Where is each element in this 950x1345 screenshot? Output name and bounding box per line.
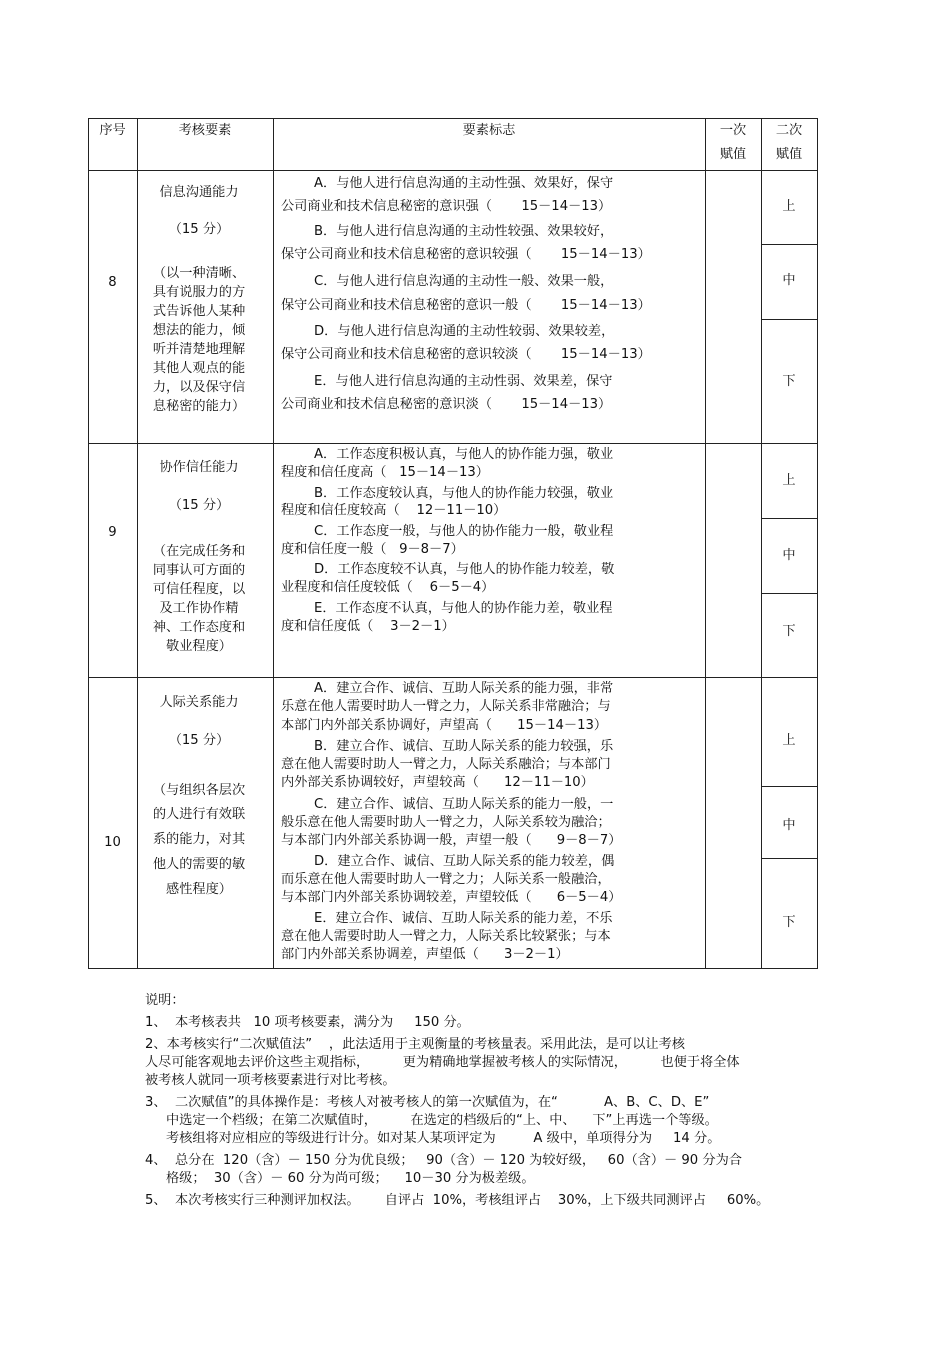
element-score: （15 分） [168,222,230,237]
header-seq: 序号 [99,123,126,138]
indicator-line: A．与他人进行信息沟通的主动性强、效果好，保守 [314,176,614,191]
table-border-top [88,118,818,119]
grade-divider [761,518,818,519]
note-line: 人尽可能客观地去评价这些主观指标， 更为精确地掌握被考核人的实际情况， 也便于将全体 [145,1055,740,1070]
note-line: 3、 二次赋值”的具体操作是：考核人对被考核人的第一次赋值为，在“ A、B、C、D、E” [145,1095,710,1110]
grade-mid: 中 [782,548,796,563]
grade-divider [761,244,818,245]
indicator-line: 乐意在他人需要时助人一臂之力，人际关系非常融洽；与 [281,699,611,714]
header-indicator: 要素标志 [462,123,516,138]
element-title: 人际关系能力 [159,695,239,710]
indicator-line: 本部门内外部关系协调好，声望高（ 15－14－13） [281,718,608,733]
row-divider-9-10 [88,677,818,678]
grade-divider [761,319,818,320]
element-desc-line: 其他人观点的能 [152,361,246,376]
element-desc-line: 想法的能力，倾 [152,323,246,338]
indicator-line: 程度和信任度高（ 15－14－13） [281,465,489,480]
note-line: 格级； 30（含）－ 60 分为尚可级； 10－30 分为极差级。 [145,1171,535,1186]
element-desc-line: 感性程度） [166,882,232,897]
grade-up: 上 [782,473,796,488]
indicator-line: 度和信任度一般（ 9－8－7） [281,542,464,557]
notes-heading: 说明： [145,993,185,1008]
indicator-line: A．工作态度积极认真，与他人的协作能力强，敬业 [314,447,614,462]
element-desc-line: 息秘密的能力） [152,399,246,414]
indicator-line: B．工作态度较认真，与他人的协作能力较强，敬业 [314,486,614,501]
notes-section [145,992,865,1210]
element-desc-line: 式告诉他人某种 [152,304,246,319]
indicator-line: 而乐意在他人需要时助人一臂之力；人际关系一般融洽， [281,872,611,887]
header-first-value-1: 一次 [719,123,747,138]
element-score: （15 分） [168,498,230,513]
table-border-right [817,118,818,969]
indicator-line: 部门内外部关系协调差，声望低（ 3－2－1） [281,947,569,962]
element-title: 协作信任能力 [159,460,239,475]
header-element: 考核要素 [178,123,232,138]
element-desc-line: 他人的需要的敏 [152,857,246,872]
row-seq: 8 [108,275,117,290]
indicator-line: D．工作态度较不认真，与他人的协作能力较差，敬 [314,562,615,577]
note-line: 考核组将对应相应的等级进行计分。如对某人某项评定为 A 级中，单项得分为 14 分。 [145,1131,721,1146]
element-desc-line: 敬业程度） [166,639,232,654]
note-line: 5、 本次考核实行三种测评加权法。 自评占 10%，考核组评占 30%，上下级共同测评占 60%。 [145,1193,770,1208]
element-desc-line: 同事认可方面的 [152,563,246,578]
indicator-line: 保守公司商业和技术信息秘密的意识较淡（ 15－14－13） [281,347,651,362]
indicator-line: 保守公司商业和技术信息秘密的意识较强（ 15－14－13） [281,247,651,262]
indicator-line: D．建立合作、诚信、互助人际关系的能力较差，偶 [314,854,615,869]
note-line: 4、 总分在 120（含）－ 150 分为优良级； 90（含）－ 120 为较好级， 60（含）－ 90 分为合 [145,1153,742,1168]
row-divider-header [88,170,818,171]
grade-down: 下 [782,374,796,389]
note-line: 2、本考核实行“二次赋值法” ，此法适用于主观衡量的考核量表。采用此法，是可以让考核 [145,1037,685,1052]
element-desc-line: 可信任程度，以 [152,582,246,597]
indicator-line: 业程度和信任度较低（ 6－5－4） [281,580,495,595]
indicator-line: 度和信任度低（ 3－2－1） [281,619,455,634]
indicator-line: C．建立合作、诚信、互助人际关系的能力一般，一 [314,797,614,812]
grade-up: 上 [782,199,796,214]
element-desc-line: 力，以及保守信 [152,380,246,395]
grade-divider [761,786,818,787]
indicator-line: 与本部门内外部关系协调一般，声望一般（ 9－8－7） [281,833,622,848]
indicator-line: D．与他人进行信息沟通的主动性较弱、效果较差， [314,324,615,339]
col-divider-4 [761,118,762,969]
indicator-line: E．工作态度不认真，与他人的协作能力差，敬业程 [314,601,613,616]
element-title: 信息沟通能力 [159,185,239,200]
element-desc-line: 听并清楚地理解 [152,342,246,357]
row-seq: 9 [108,525,117,540]
element-desc-line: 系的能力，对其 [152,832,246,847]
grade-divider [761,858,818,859]
element-desc-line: 及工作协作精 [159,601,239,616]
note-line: 中选定一个档级；在第二次赋值时， 在选定的档级后的“上、中、 下”上再选一个等级。 [145,1113,718,1128]
grade-down: 下 [782,624,796,639]
grade-down: 下 [782,915,796,930]
indicator-line: A．建立合作、诚信、互助人际关系的能力强，非常 [314,681,614,696]
indicator-line: 与本部门内外部关系协调较差，声望较低（ 6－5－4） [281,890,622,905]
grade-up: 上 [782,733,796,748]
element-desc-line: 具有说服力的方 [152,285,246,300]
indicator-line: B．与他人进行信息沟通的主动性较强、效果较好， [314,224,614,239]
grade-mid: 中 [782,273,796,288]
element-score: （15 分） [168,733,230,748]
indicator-line: 公司商业和技术信息秘密的意识强（ 15－14－13） [281,199,612,214]
col-divider-2 [273,118,274,969]
element-desc-line: （与组织各层次 [152,783,246,798]
indicator-line: 般乐意在他人需要时助人一臂之力，人际关系较为融洽； [281,815,611,830]
note-line: 被考核人就同一项考核要素进行对比考核。 [145,1073,396,1088]
indicator-line: C．工作态度一般，与他人的协作能力一般，敬业程 [314,524,614,539]
col-divider-3 [705,118,706,969]
row-seq: 10 [104,835,121,850]
element-desc-line: （以一种清晰、 [152,266,246,281]
table-border-bottom [88,968,818,969]
indicator-line: 保守公司商业和技术信息秘密的意识一般（ 15－14－13） [281,298,651,313]
element-desc-line: （在完成任务和 [152,544,246,559]
indicator-line: 意在他人需要时助人一臂之力，人际关系比较紧张；与本 [281,929,611,944]
element-desc-line: 神、工作态度和 [152,620,246,635]
grade-divider [761,593,818,594]
header-second-value-2: 赋值 [775,147,803,162]
element-desc-line: 的人进行有效联 [152,807,246,822]
indicator-line: C．与他人进行信息沟通的主动性一般、效果一般， [314,274,614,289]
row-divider-8-9 [88,443,818,444]
indicator-line: 公司商业和技术信息秘密的意识淡（ 15－14－13） [281,397,612,412]
grade-mid: 中 [782,818,796,833]
indicator-line: B．建立合作、诚信、互助人际关系的能力较强，乐 [314,739,614,754]
note-line: 1、 本考核表共 10 项考核要素，满分为 150 分。 [145,1015,470,1030]
indicator-line: 程度和信任度较高（ 12－11－10） [281,503,507,518]
indicator-line: E．与他人进行信息沟通的主动性弱、效果差，保守 [314,374,613,389]
indicator-line: E．建立合作、诚信、互助人际关系的能力差，不乐 [314,911,613,926]
header-first-value-2: 赋值 [719,147,747,162]
header-second-value-1: 二次 [775,123,803,138]
indicator-line: 意在他人需要时助人一臂之力，人际关系融洽；与本部门 [281,757,611,772]
indicator-line: 内外部关系协调较好，声望较高（ 12－11－10） [281,775,594,790]
